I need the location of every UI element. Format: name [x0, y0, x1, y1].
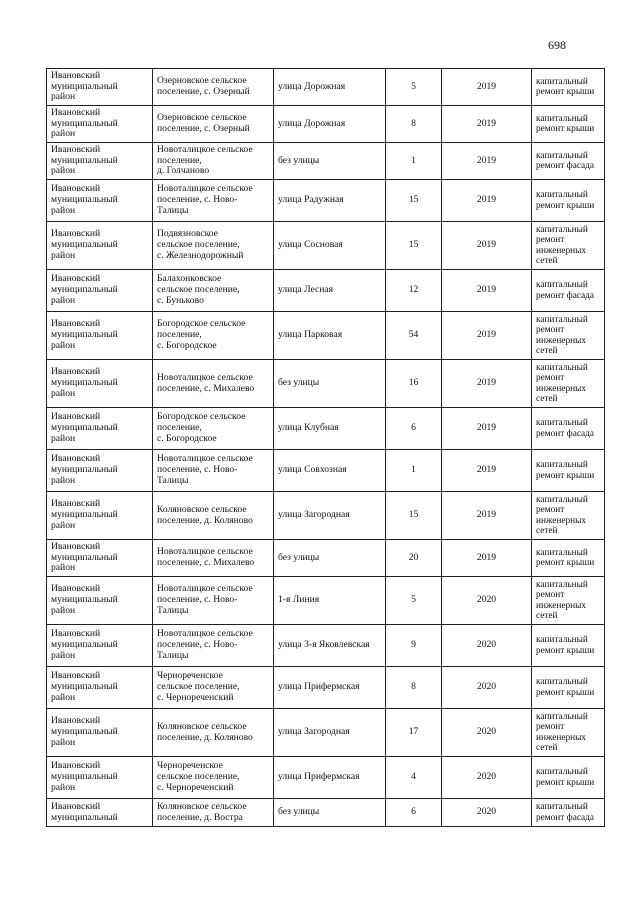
district-cell-text: Ивановский муниципальный район [51, 498, 118, 531]
settlement-cell-text: Подвязновское сельское поселение, с. Железнодорожный [157, 228, 244, 261]
year-cell-text: 2020 [476, 639, 497, 651]
settlement-cell [153, 799, 274, 827]
street-cell [274, 180, 386, 222]
street-cell [274, 492, 386, 540]
settlement-cell [153, 757, 274, 799]
work-type-cell-text: капитальный ремонт крыши [536, 76, 595, 97]
street-cell [274, 69, 386, 106]
street-cell-text: без улицы [278, 154, 320, 166]
district-cell [47, 222, 153, 270]
year-cell-text: 2019 [476, 80, 497, 92]
street-cell-text: улица 3-я Яковлевская [278, 639, 370, 651]
work-type-cell-text: капитальный ремонт крыши [536, 460, 595, 481]
year-cell-text: 2019 [476, 377, 497, 389]
table-row [47, 625, 605, 667]
house-number-cell [386, 757, 442, 799]
district-cell [47, 143, 153, 180]
work-type-cell [532, 577, 605, 625]
year-cell [442, 143, 532, 180]
house-number-cell [386, 799, 442, 827]
work-type-cell [532, 540, 605, 577]
house-number-cell-text: 8 [411, 681, 416, 693]
table-row [47, 450, 605, 492]
street-cell [274, 143, 386, 180]
settlement-cell-text: Новоталицкое сельское поселение, с. Ново- Талицы [157, 453, 253, 486]
house-number-cell-text: 1 [411, 464, 416, 476]
district-cell-text: Ивановский муниципальный район [51, 760, 118, 793]
year-cell [442, 667, 532, 709]
house-number-cell-text: 16 [408, 377, 419, 389]
street-cell [274, 625, 386, 667]
work-type-cell-text: капитальный ремонт инженерных сетей [536, 711, 588, 753]
district-cell-text: Ивановский муниципальный район [51, 106, 118, 140]
year-cell [442, 360, 532, 408]
year-cell [442, 799, 532, 827]
work-type-cell [532, 312, 605, 360]
year-cell-text: 2020 [476, 681, 497, 693]
district-cell [47, 360, 153, 408]
district-cell-text: Ивановский муниципальный район [51, 318, 118, 351]
work-type-cell-text: капитальный ремонт инженерных сетей [536, 494, 588, 536]
table-row [47, 709, 605, 757]
table-row [47, 360, 605, 408]
house-number-cell-text: 20 [408, 551, 419, 563]
year-cell-text: 2019 [476, 551, 497, 563]
table-row [47, 492, 605, 540]
work-type-cell-text: капитальный ремонт крыши [536, 190, 595, 211]
settlement-cell-text: Коляновское сельское поселение, д. Коляново [157, 503, 253, 526]
work-type-cell-text: капитальный ремонт крыши [536, 113, 595, 134]
work-type-cell-text: капитальный ремонт инженерных сетей [536, 314, 588, 356]
house-number-cell [386, 540, 442, 577]
year-cell-text: 2020 [476, 726, 497, 738]
street-cell-text: улица Парковая [278, 329, 343, 341]
district-cell-text: Ивановский муниципальный район [51, 273, 118, 306]
house-number-cell [386, 577, 442, 625]
year-cell-text: 2019 [476, 284, 497, 296]
street-cell-text: без улицы [278, 377, 320, 389]
table-row [47, 408, 605, 450]
street-cell [274, 540, 386, 577]
work-type-cell-text: капитальный ремонт инженерных сетей [536, 362, 588, 404]
year-cell-text: 2019 [476, 239, 497, 251]
street-cell [274, 709, 386, 757]
settlement-cell-text: Озерновское сельское поселение, с. Озерный [157, 75, 250, 97]
work-type-cell-text: капитальный ремонт крыши [536, 677, 595, 698]
work-type-cell-text: капитальный ремонт фасада [536, 418, 595, 439]
table-row [47, 577, 605, 625]
settlement-cell [153, 492, 274, 540]
house-number-cell-text: 15 [408, 194, 419, 206]
house-number-cell-text: 4 [411, 771, 416, 783]
district-cell [47, 69, 153, 106]
work-type-cell-text: капитальный ремонт крыши [536, 547, 595, 568]
house-number-cell [386, 450, 442, 492]
table-row [47, 222, 605, 270]
street-cell [274, 408, 386, 450]
house-number-cell [386, 408, 442, 450]
district-cell [47, 492, 153, 540]
street-cell [274, 577, 386, 625]
district-cell [47, 450, 153, 492]
table-row [47, 180, 605, 222]
district-cell [47, 270, 153, 312]
settlement-cell-text: Новоталицкое сельское поселение, с. Ново- Талицы [157, 183, 253, 216]
district-cell-text: Ивановский муниципальный район [51, 228, 118, 261]
work-type-cell [532, 757, 605, 799]
house-number-cell [386, 180, 442, 222]
settlement-cell-text: Богородское сельское поселение, с. Богородское [157, 411, 246, 444]
street-cell [274, 360, 386, 408]
district-cell-text: Ивановский муниципальный [51, 800, 118, 823]
year-cell [442, 270, 532, 312]
table-row [47, 69, 605, 106]
district-cell [47, 625, 153, 667]
house-number-cell-text: 9 [411, 639, 416, 651]
year-cell-text: 2019 [476, 154, 497, 166]
settlement-cell-text: Балахонковское сельское поселение, с. Буньково [157, 273, 240, 306]
district-cell [47, 709, 153, 757]
street-cell-text: улица Совхозная [278, 464, 347, 476]
year-cell [442, 757, 532, 799]
district-cell [47, 540, 153, 577]
year-cell [442, 69, 532, 106]
street-cell [274, 312, 386, 360]
settlement-cell [153, 577, 274, 625]
work-type-cell-text: капитальный ремонт крыши [536, 635, 595, 656]
house-number-cell [386, 667, 442, 709]
settlement-cell [153, 270, 274, 312]
settlement-cell-text: Новоталицкое сельское поселение, с. Ново- Талицы [157, 628, 253, 661]
work-type-cell-text: капитальный ремонт крыши [536, 767, 595, 788]
settlement-cell-text: Новоталицкое сельское поселение, д. Голчаново [157, 143, 253, 177]
house-number-cell [386, 625, 442, 667]
district-cell [47, 106, 153, 143]
street-cell-text: улица Клубная [278, 422, 339, 434]
street-cell [274, 667, 386, 709]
district-cell [47, 667, 153, 709]
settlement-cell-text: Коляновское сельское поселение, д. Коляново [157, 720, 253, 743]
work-type-cell [532, 180, 605, 222]
street-cell-text: улица Загородная [278, 509, 350, 521]
work-type-cell [532, 106, 605, 143]
settlement-cell [153, 180, 274, 222]
work-type-cell [532, 450, 605, 492]
street-cell-text: без улицы [278, 806, 320, 818]
street-cell [274, 106, 386, 143]
house-number-cell [386, 143, 442, 180]
work-type-cell-text: капитальный ремонт инженерных сетей [536, 224, 588, 266]
work-type-cell [532, 360, 605, 408]
table-row [47, 270, 605, 312]
house-number-cell-text: 54 [408, 329, 419, 341]
year-cell-text: 2019 [476, 117, 497, 129]
district-cell [47, 577, 153, 625]
district-cell-text: Ивановский муниципальный район [51, 583, 118, 616]
house-number-cell [386, 222, 442, 270]
settlement-cell-text: Чернореченское сельское поселение, с. Чернореченский [157, 760, 240, 793]
street-cell-text: улица Прифермская [278, 771, 360, 783]
district-cell-text: Ивановский муниципальный район [51, 453, 118, 486]
work-type-cell [532, 625, 605, 667]
year-cell [442, 222, 532, 270]
house-number-cell-text: 8 [411, 117, 416, 129]
district-cell-text: Ивановский муниципальный район [51, 69, 118, 103]
street-cell-text: улица Прифермская [278, 681, 360, 693]
work-type-cell-text: капитальный ремонт фасада [536, 280, 595, 301]
housing-repair-table [46, 68, 605, 827]
settlement-cell-text: Новоталицкое сельское поселение, с. Михалево [157, 371, 255, 394]
street-cell-text: улица Дорожная [278, 80, 346, 92]
street-cell-text: улица Радужная [278, 194, 344, 206]
district-cell-text: Ивановский муниципальный район [51, 366, 118, 399]
settlement-cell-text: Новоталицкое сельское поселение, с. Ново- Талицы [157, 583, 253, 616]
house-number-cell-text: 5 [411, 80, 416, 92]
settlement-cell [153, 360, 274, 408]
district-cell-text: Ивановский муниципальный район [51, 411, 118, 444]
district-cell-text: Ивановский муниципальный район [51, 143, 118, 177]
table-row [47, 799, 605, 827]
year-cell-text: 2019 [476, 329, 497, 341]
street-cell [274, 799, 386, 827]
district-cell [47, 180, 153, 222]
street-cell [274, 450, 386, 492]
district-cell [47, 312, 153, 360]
district-cell-text: Ивановский муниципальный район [51, 628, 118, 661]
street-cell-text: улица Сосновая [278, 239, 343, 251]
settlement-cell [153, 143, 274, 180]
year-cell [442, 312, 532, 360]
district-cell-text: Ивановский муниципальный район [51, 540, 118, 574]
settlement-cell-text: Коляновское сельское поселение, д. Востра [157, 800, 247, 823]
house-number-cell [386, 492, 442, 540]
table-row [47, 757, 605, 799]
house-number-cell-text: 1 [411, 154, 416, 166]
settlement-cell [153, 450, 274, 492]
work-type-cell-text: капитальный ремонт инженерных сетей [536, 579, 588, 621]
house-number-cell-text: 6 [411, 422, 416, 434]
year-cell-text: 2020 [476, 806, 497, 818]
district-cell-text: Ивановский муниципальный район [51, 670, 118, 703]
house-number-cell [386, 709, 442, 757]
work-type-cell [532, 143, 605, 180]
table-row [47, 540, 605, 577]
year-cell-text: 2019 [476, 509, 497, 521]
year-cell-text: 2019 [476, 464, 497, 476]
year-cell [442, 540, 532, 577]
district-cell [47, 757, 153, 799]
house-number-cell-text: 17 [408, 726, 419, 738]
settlement-cell [153, 625, 274, 667]
street-cell-text: улица Лесная [278, 284, 334, 296]
year-cell-text: 2020 [476, 771, 497, 783]
settlement-cell [153, 312, 274, 360]
house-number-cell-text: 6 [411, 806, 416, 818]
street-cell-text: 1-я Линия [278, 594, 320, 606]
year-cell [442, 577, 532, 625]
year-cell-text: 2019 [476, 194, 497, 206]
street-cell [274, 757, 386, 799]
settlement-cell-text: Чернореченское сельское поселение, с. Чернореченский [157, 670, 240, 703]
settlement-cell-text: Озерновское сельское поселение, с. Озерный [157, 112, 250, 134]
house-number-cell [386, 312, 442, 360]
district-cell-text: Ивановский муниципальный район [51, 715, 118, 748]
settlement-cell [153, 709, 274, 757]
house-number-cell [386, 106, 442, 143]
house-number-cell-text: 15 [408, 239, 419, 251]
year-cell [442, 492, 532, 540]
house-number-cell [386, 360, 442, 408]
settlement-cell [153, 667, 274, 709]
house-number-cell-text: 5 [411, 594, 416, 606]
district-cell-text: Ивановский муниципальный район [51, 183, 118, 216]
settlement-cell [153, 106, 274, 143]
work-type-cell [532, 408, 605, 450]
work-type-cell [532, 799, 605, 827]
year-cell [442, 408, 532, 450]
table-row [47, 667, 605, 709]
settlement-cell [153, 408, 274, 450]
house-number-cell [386, 69, 442, 106]
street-cell [274, 270, 386, 312]
work-type-cell [532, 709, 605, 757]
work-type-cell [532, 69, 605, 106]
street-cell-text: без улицы [278, 551, 320, 563]
work-type-cell [532, 222, 605, 270]
settlement-cell [153, 222, 274, 270]
house-number-cell-text: 15 [408, 509, 419, 521]
work-type-cell [532, 667, 605, 709]
table-row [47, 143, 605, 180]
year-cell [442, 106, 532, 143]
year-cell-text: 2020 [476, 594, 497, 606]
street-cell-text: улица Дорожная [278, 117, 346, 129]
district-cell [47, 799, 153, 827]
table-row [47, 106, 605, 143]
district-cell [47, 408, 153, 450]
street-cell [274, 222, 386, 270]
work-type-cell-text: капитальный ремонт фасада [536, 150, 595, 171]
year-cell-text: 2019 [476, 422, 497, 434]
settlement-cell-text: Новоталицкое сельское поселение, с. Михалево [157, 546, 255, 568]
work-type-cell [532, 270, 605, 312]
year-cell [442, 625, 532, 667]
settlement-cell-text: Богородское сельское поселение, с. Богородское [157, 318, 246, 351]
work-type-cell-text: капитальный ремонт фасада [536, 802, 595, 823]
house-number-cell-text: 12 [408, 284, 419, 296]
street-cell-text: улица Загородная [278, 726, 350, 738]
work-type-cell [532, 492, 605, 540]
year-cell [442, 709, 532, 757]
year-cell [442, 180, 532, 222]
year-cell [442, 450, 532, 492]
settlement-cell [153, 540, 274, 577]
house-number-cell [386, 270, 442, 312]
settlement-cell [153, 69, 274, 106]
page-number: 698 [548, 38, 566, 52]
table-row [47, 312, 605, 360]
